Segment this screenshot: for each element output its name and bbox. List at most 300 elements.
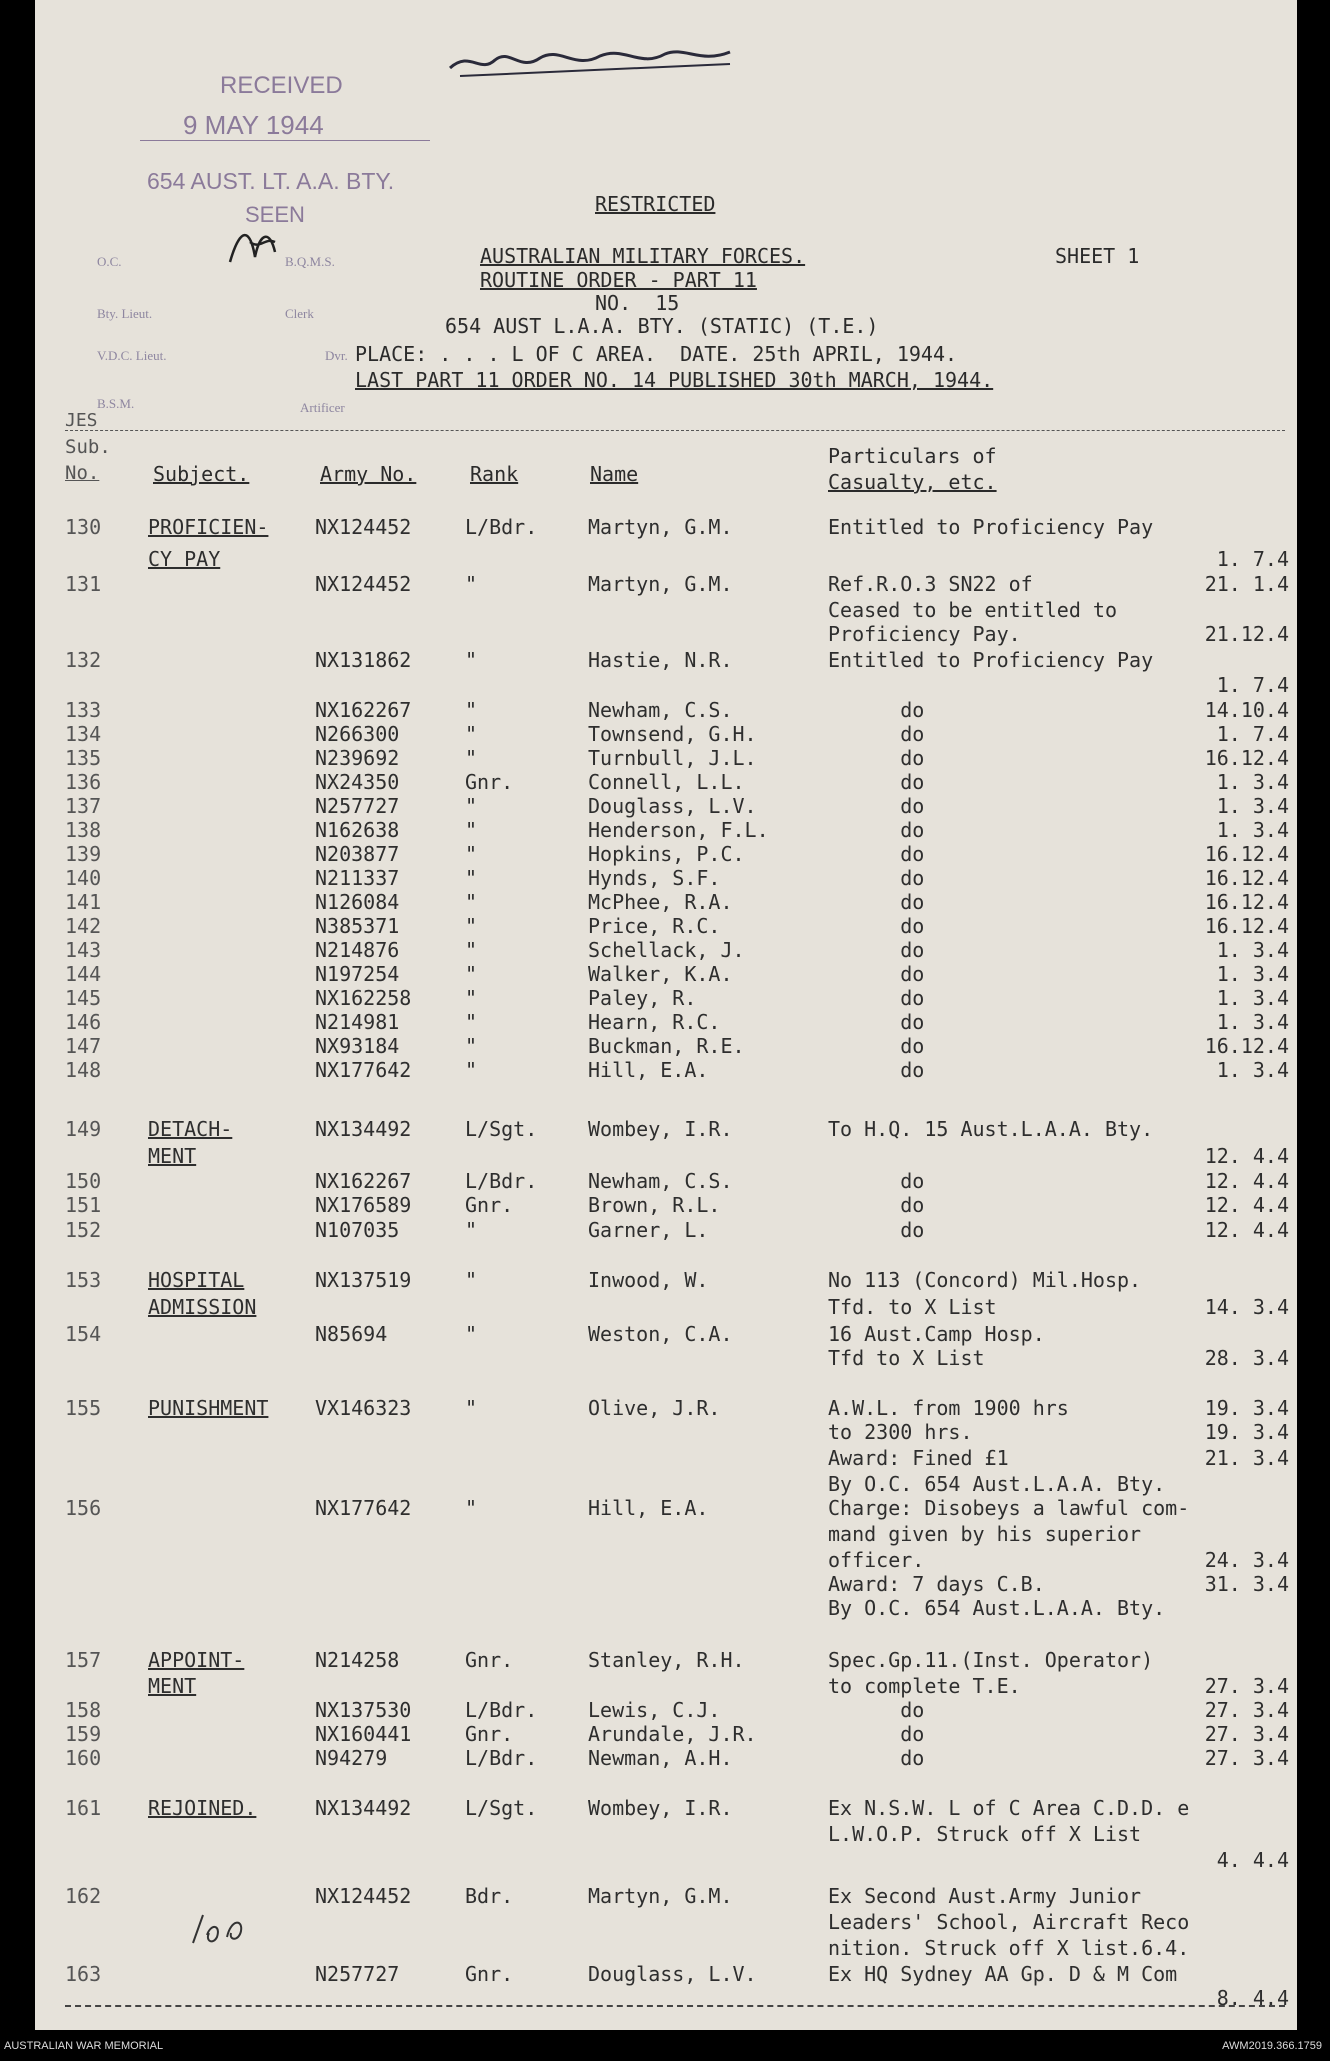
cell-subject: MENT xyxy=(148,1674,197,1698)
cell-no: 161 xyxy=(65,1796,102,1820)
cell-no: 141 xyxy=(65,890,102,914)
cell-name: Connell, L.L. xyxy=(588,770,745,794)
cell-name: Walker, K.A. xyxy=(588,962,733,986)
cell-rank: Gnr. xyxy=(465,1648,514,1672)
table-row xyxy=(35,1446,1297,1472)
cell-army: N257727 xyxy=(315,1962,400,1986)
cell-name: Wombey, I.R. xyxy=(588,1117,733,1141)
cell-rank: " xyxy=(465,698,478,722)
table-row xyxy=(35,722,1297,748)
cell-army: N239692 xyxy=(315,746,400,770)
cell-subject: MENT xyxy=(148,1144,197,1168)
cell-rank: " xyxy=(465,794,478,818)
cell-part: do xyxy=(828,698,925,722)
cell-rank: L/Sgt. xyxy=(465,1117,538,1141)
table-row xyxy=(35,648,1297,674)
cell-date: 24. 3.4 xyxy=(1204,1548,1289,1572)
table-row xyxy=(35,1295,1297,1321)
stamp-field-vdc-lieut: V.D.C. Lieut. xyxy=(97,348,167,363)
cell-name: Stanley, R.H. xyxy=(588,1648,745,1672)
stamp-field-artificer: Artificer xyxy=(300,400,345,415)
col-particulars-1: Particulars of xyxy=(828,444,997,468)
handwritten-initials xyxy=(220,222,290,272)
cell-date: 27. 3.4 xyxy=(1204,1722,1289,1746)
cell-name: Newham, C.S. xyxy=(588,1169,733,1193)
cell-name: Hill, E.A. xyxy=(588,1496,709,1520)
table-row xyxy=(35,1169,1297,1195)
cell-army: NX134492 xyxy=(315,1117,412,1141)
cell-date: 21. 1.4 xyxy=(1204,572,1289,596)
cell-army: N162638 xyxy=(315,818,400,842)
cell-date: 1. 3.4 xyxy=(1216,962,1289,986)
table-row xyxy=(35,622,1297,648)
stamp-field-bqms: B.Q.M.S. xyxy=(285,254,335,269)
document-page xyxy=(35,0,1297,2030)
cell-part: A.W.L. from 1900 hrs xyxy=(828,1396,1069,1420)
cell-rank: " xyxy=(465,648,478,672)
cell-rank: " xyxy=(465,866,478,890)
stamp-unit: 654 AUST. LT. A.A. BTY. xyxy=(147,168,395,194)
cell-date: 12. 4.4 xyxy=(1204,1193,1289,1217)
table-row xyxy=(35,746,1297,772)
cell-date: 12. 4.4 xyxy=(1204,1218,1289,1242)
cell-rank: " xyxy=(465,746,478,770)
cell-part: Award: 7 days C.B. xyxy=(828,1572,1045,1596)
table-row xyxy=(35,962,1297,988)
cell-army: NX124452 xyxy=(315,572,412,596)
handwritten-mark xyxy=(185,1905,255,1950)
cell-part: do xyxy=(828,1746,925,1770)
cell-part: By O.C. 654 Aust.L.A.A. Bty. xyxy=(828,1596,1166,1620)
classification: RESTRICTED xyxy=(595,192,716,216)
cell-part: Proficiency Pay. xyxy=(828,622,1021,646)
cell-part: do xyxy=(828,1218,925,1242)
cell-date: 12. 4.4 xyxy=(1204,1144,1289,1168)
stamp-field-dvr: Dvr. xyxy=(325,348,348,363)
cell-army: N214876 xyxy=(315,938,400,962)
stamp-field-clerk: Clerk xyxy=(285,306,314,321)
cell-part: Spec.Gp.11.(Inst. Operator) xyxy=(828,1648,1154,1672)
cell-no: 152 xyxy=(65,1218,102,1242)
cell-army: N94279 xyxy=(315,1746,388,1770)
cell-name: Hastie, N.R. xyxy=(588,648,733,672)
table-row xyxy=(35,938,1297,964)
cell-date: 31. 3.4 xyxy=(1204,1572,1289,1596)
cell-name: Price, R.C. xyxy=(588,914,721,938)
cell-rank: " xyxy=(465,572,478,596)
cell-part: Award: Fined £1 xyxy=(828,1446,1009,1470)
cell-date: 1. 3.4 xyxy=(1216,938,1289,962)
cell-rank: " xyxy=(465,1010,478,1034)
stamp-seen: SEEN xyxy=(245,202,305,227)
cell-no: 133 xyxy=(65,698,102,722)
cell-no: 157 xyxy=(65,1648,102,1672)
cell-army: NX24350 xyxy=(315,770,400,794)
cell-part: To H.Q. 15 Aust.L.A.A. Bty. xyxy=(828,1117,1154,1141)
cell-name: Olive, J.R. xyxy=(588,1396,721,1420)
cell-rank: " xyxy=(465,1396,478,1420)
header-divider xyxy=(65,430,1285,431)
cell-subject: HOSPITAL xyxy=(148,1268,245,1292)
cell-no: 135 xyxy=(65,746,102,770)
cell-part: do xyxy=(828,794,925,818)
col-particulars-2: Casualty, etc. xyxy=(828,470,997,494)
cell-army: NX124452 xyxy=(315,515,412,539)
cell-date: 19. 3.4 xyxy=(1204,1396,1289,1420)
cell-army: NX176589 xyxy=(315,1193,412,1217)
cell-no: 149 xyxy=(65,1117,102,1141)
cell-name: McPhee, R.A. xyxy=(588,890,733,914)
cell-date: 1. 7.4 xyxy=(1216,673,1289,697)
cell-no: 162 xyxy=(65,1884,102,1908)
cell-part: do xyxy=(828,746,925,770)
cell-no: 139 xyxy=(65,842,102,866)
cell-date: 16.12.4 xyxy=(1204,890,1289,914)
cell-part: to complete T.E. xyxy=(828,1674,1021,1698)
cell-name: Arundale, J.R. xyxy=(588,1722,757,1746)
cell-army: N85694 xyxy=(315,1322,388,1346)
cell-no: 137 xyxy=(65,794,102,818)
table-row xyxy=(35,515,1297,541)
cell-date: 27. 3.4 xyxy=(1204,1674,1289,1698)
cell-part: Ceased to be entitled to xyxy=(828,598,1117,622)
cell-no: 145 xyxy=(65,986,102,1010)
cell-no: 153 xyxy=(65,1268,102,1292)
cell-date: 1. 3.4 xyxy=(1216,770,1289,794)
col-name: Name xyxy=(590,462,639,486)
header-line-4: 654 AUST L.A.A. BTY. (STATIC) (T.E.) xyxy=(445,314,879,338)
cell-rank: " xyxy=(465,890,478,914)
cell-army: N266300 xyxy=(315,722,400,746)
cell-rank: Gnr. xyxy=(465,1193,514,1217)
cell-rank: " xyxy=(465,962,478,986)
cell-subject: PUNISHMENT xyxy=(148,1396,269,1420)
table-row xyxy=(35,1396,1297,1422)
cell-no: 147 xyxy=(65,1034,102,1058)
cell-part: do xyxy=(828,986,925,1010)
cell-date: 1. 3.4 xyxy=(1216,986,1289,1010)
table-row xyxy=(35,1010,1297,1036)
cell-date: 4. 4.4 xyxy=(1216,1848,1289,1872)
cell-part: do xyxy=(828,1722,925,1746)
cell-part: nition. Struck off X list.6.4. xyxy=(828,1936,1190,1960)
cell-army: N214258 xyxy=(315,1648,400,1672)
cell-no: 151 xyxy=(65,1193,102,1217)
cell-no: 150 xyxy=(65,1169,102,1193)
cell-name: Buckman, R.E. xyxy=(588,1034,745,1058)
cell-rank: " xyxy=(465,1058,478,1082)
cell-part: 16 Aust.Camp Hosp. xyxy=(828,1322,1045,1346)
table-row xyxy=(35,547,1297,573)
cell-rank: " xyxy=(465,1034,478,1058)
cell-date: 16.12.4 xyxy=(1204,914,1289,938)
header-line-1: AUSTRALIAN MILITARY FORCES. xyxy=(480,244,806,268)
cell-date: 12. 4.4 xyxy=(1204,1169,1289,1193)
cell-army: NX131862 xyxy=(315,648,412,672)
cell-part: to 2300 hrs. xyxy=(828,1420,973,1444)
cell-date: 14. 3.4 xyxy=(1204,1295,1289,1319)
header-line-3: NO. 15 xyxy=(595,291,680,315)
table-row xyxy=(35,1268,1297,1294)
cell-date: 14.10.4 xyxy=(1204,698,1289,722)
cell-no: 132 xyxy=(65,648,102,672)
col-army-no: Army No. xyxy=(320,462,417,486)
table-row xyxy=(35,794,1297,820)
table-row xyxy=(35,1548,1297,1574)
cell-part: do xyxy=(828,938,925,962)
cell-rank: " xyxy=(465,938,478,962)
table-row xyxy=(35,1322,1297,1348)
cell-army: NX137519 xyxy=(315,1268,412,1292)
cell-name: Martyn, G.M. xyxy=(588,1884,733,1908)
cell-part: Entitled to Proficiency Pay xyxy=(828,515,1154,539)
cell-no: 130 xyxy=(65,515,102,539)
cell-subject: REJOINED. xyxy=(148,1796,257,1820)
cell-rank: L/Bdr. xyxy=(465,1698,538,1722)
cell-part: do xyxy=(828,1058,925,1082)
cell-rank: " xyxy=(465,1322,478,1346)
cell-part: Ex N.S.W. L of C Area C.D.D. e xyxy=(828,1796,1190,1820)
table-row xyxy=(35,1472,1297,1498)
table-row xyxy=(35,1144,1297,1170)
table-row xyxy=(35,890,1297,916)
table-row xyxy=(35,598,1297,624)
table-row xyxy=(35,986,1297,1012)
cell-date: 16.12.4 xyxy=(1204,866,1289,890)
cell-rank: " xyxy=(465,818,478,842)
cell-part: do xyxy=(828,1034,925,1058)
cell-name: Henderson, F.L. xyxy=(588,818,769,842)
cell-date: 16.12.4 xyxy=(1204,1034,1289,1058)
table-row xyxy=(35,770,1297,796)
cell-rank: " xyxy=(465,986,478,1010)
table-row xyxy=(35,1962,1297,1988)
cell-name: Lewis, C.J. xyxy=(588,1698,721,1722)
cell-name: Inwood, W. xyxy=(588,1268,709,1292)
cell-no: 155 xyxy=(65,1396,102,1420)
col-rank: Rank xyxy=(470,462,519,486)
cell-rank: L/Bdr. xyxy=(465,1169,538,1193)
cell-date: 21.12.4 xyxy=(1204,622,1289,646)
cell-army: N211337 xyxy=(315,866,400,890)
table-row xyxy=(35,1986,1297,2012)
cell-part: Leaders' School, Aircraft Reco xyxy=(828,1910,1190,1934)
cell-name: Weston, C.A. xyxy=(588,1322,733,1346)
table-row xyxy=(35,1822,1297,1848)
cell-part: do xyxy=(828,722,925,746)
cell-name: Newman, A.H. xyxy=(588,1746,733,1770)
cell-date: 21. 3.4 xyxy=(1204,1446,1289,1470)
table-row xyxy=(35,842,1297,868)
cell-date: 27. 3.4 xyxy=(1204,1746,1289,1770)
table-row xyxy=(35,1346,1297,1372)
table-row xyxy=(35,1848,1297,1874)
cell-part: Charge: Disobeys a lawful com- xyxy=(828,1496,1190,1520)
cell-name: Turnbull, J.L. xyxy=(588,746,757,770)
cell-army: N385371 xyxy=(315,914,400,938)
cell-name: Hynds, S.F. xyxy=(588,866,721,890)
table-row xyxy=(35,1117,1297,1143)
cell-rank: " xyxy=(465,1268,478,1292)
stamp-field-oc: O.C. xyxy=(97,254,122,269)
cell-army: N197254 xyxy=(315,962,400,986)
col-subject: Subject. xyxy=(153,462,250,486)
cell-rank: " xyxy=(465,914,478,938)
cell-date: 1. 3.4 xyxy=(1216,794,1289,818)
bottom-rule xyxy=(65,2005,1285,2007)
cell-name: Brown, R.L. xyxy=(588,1193,721,1217)
cell-date: 1. 3.4 xyxy=(1216,1010,1289,1034)
header-line-2: ROUTINE ORDER - PART 11 xyxy=(480,268,757,292)
cell-part: Entitled to Proficiency Pay xyxy=(828,648,1154,672)
cell-name: Douglass, L.V. xyxy=(588,1962,757,1986)
stamp-field-bty-lieut: Bty. Lieut. xyxy=(97,306,153,321)
cell-part: By O.C. 654 Aust.L.A.A. Bty. xyxy=(828,1472,1166,1496)
cell-part: Ex HQ Sydney AA Gp. D & M Com xyxy=(828,1962,1178,1986)
cell-no: 156 xyxy=(65,1496,102,1520)
cell-no: 163 xyxy=(65,1962,102,1986)
cell-no: 148 xyxy=(65,1058,102,1082)
table-row xyxy=(35,1572,1297,1598)
table-row xyxy=(35,914,1297,940)
table-row xyxy=(35,572,1297,598)
table-row xyxy=(35,1218,1297,1244)
cell-army: NX177642 xyxy=(315,1496,412,1520)
cell-name: Martyn, G.M. xyxy=(588,572,733,596)
cell-rank: " xyxy=(465,722,478,746)
cell-part: No 113 (Concord) Mil.Hosp. xyxy=(828,1268,1142,1292)
cell-part: do xyxy=(828,842,925,866)
cell-date: 28. 3.4 xyxy=(1204,1346,1289,1370)
cell-army: NX162267 xyxy=(315,698,412,722)
cell-date: 8. 4.4 xyxy=(1216,1986,1289,2010)
cell-name: Townsend, G.H. xyxy=(588,722,757,746)
cell-no: 134 xyxy=(65,722,102,746)
cell-rank: Bdr. xyxy=(465,1884,514,1908)
cell-part: Tfd. to X List xyxy=(828,1295,997,1319)
cell-name: Hearn, R.C. xyxy=(588,1010,721,1034)
cell-part: do xyxy=(828,818,925,842)
cell-date: 27. 3.4 xyxy=(1204,1698,1289,1722)
cell-army: NX177642 xyxy=(315,1058,412,1082)
cell-no: 158 xyxy=(65,1698,102,1722)
table-row xyxy=(35,1722,1297,1748)
table-row xyxy=(35,1522,1297,1548)
stamp-date-underline xyxy=(140,140,430,141)
cell-name: Garner, L. xyxy=(588,1218,709,1242)
table-row xyxy=(35,1058,1297,1084)
table-row xyxy=(35,673,1297,699)
cell-no: 143 xyxy=(65,938,102,962)
table-row xyxy=(35,1034,1297,1060)
cell-date: 1. 3.4 xyxy=(1216,1058,1289,1082)
cell-no: 140 xyxy=(65,866,102,890)
cell-part: do xyxy=(828,914,925,938)
cell-rank: L/Bdr. xyxy=(465,515,538,539)
cell-no: 131 xyxy=(65,572,102,596)
cell-part: officer. xyxy=(828,1548,925,1572)
cell-army: NX162258 xyxy=(315,986,412,1010)
cell-part: L.W.O.P. Struck off X List xyxy=(828,1822,1142,1846)
sheet-number: SHEET 1 xyxy=(1055,244,1140,268)
cell-army: N107035 xyxy=(315,1218,400,1242)
cell-date: 19. 3.4 xyxy=(1204,1420,1289,1444)
header-line-6: LAST PART 11 ORDER NO. 14 PUBLISHED 30th MARCH, 1944. xyxy=(355,368,994,392)
cell-name: Douglass, L.V. xyxy=(588,794,757,818)
cell-name: Paley, R. xyxy=(588,986,697,1010)
handwritten-war-diary xyxy=(440,40,750,90)
cell-subject: DETACH- xyxy=(148,1117,233,1141)
cell-rank: " xyxy=(465,1496,478,1520)
cell-army: NX134492 xyxy=(315,1796,412,1820)
col-sub-2: No. xyxy=(65,462,100,484)
cell-name: Martyn, G.M. xyxy=(588,515,733,539)
stamp-date: 9 MAY 1944 xyxy=(183,110,324,140)
cell-rank: " xyxy=(465,842,478,866)
table-row xyxy=(35,1420,1297,1446)
table-row xyxy=(35,866,1297,892)
table-row xyxy=(35,1796,1297,1822)
stamp-field-bsm: B.S.M. xyxy=(97,396,135,411)
cell-no: 138 xyxy=(65,818,102,842)
table-row xyxy=(35,1648,1297,1674)
cell-army: NX124452 xyxy=(315,1884,412,1908)
cell-name: Hopkins, P.C. xyxy=(588,842,745,866)
cell-army: VX146323 xyxy=(315,1396,412,1420)
cell-rank: " xyxy=(465,1218,478,1242)
cell-no: 154 xyxy=(65,1322,102,1346)
cell-name: Newham, C.S. xyxy=(588,698,733,722)
cell-no: 146 xyxy=(65,1010,102,1034)
cell-rank: L/Bdr. xyxy=(465,1746,538,1770)
cell-part: mand given by his superior xyxy=(828,1522,1142,1546)
col-sub-1: Sub. xyxy=(65,436,111,458)
cell-no: 160 xyxy=(65,1746,102,1770)
cell-date: 16.12.4 xyxy=(1204,842,1289,866)
table-row xyxy=(35,818,1297,844)
cell-part: Ex Second Aust.Army Junior xyxy=(828,1884,1142,1908)
cell-name: Schellack, J. xyxy=(588,938,745,962)
cell-army: NX137530 xyxy=(315,1698,412,1722)
cell-part: Ref.R.O.3 SN22 of xyxy=(828,572,1033,596)
cell-subject: APPOINT- xyxy=(148,1648,245,1672)
table-row xyxy=(35,1698,1297,1724)
cell-part: do xyxy=(828,1193,925,1217)
cell-part: do xyxy=(828,1169,925,1193)
table-row xyxy=(35,1674,1297,1700)
cell-part: do xyxy=(828,1010,925,1034)
cell-army: NX160441 xyxy=(315,1722,412,1746)
cell-date: 16.12.4 xyxy=(1204,746,1289,770)
cell-part: Tfd to X List xyxy=(828,1346,985,1370)
cell-no: 136 xyxy=(65,770,102,794)
cell-subject: CY PAY xyxy=(148,547,221,571)
table-row xyxy=(35,1746,1297,1772)
stamp-received: RECEIVED xyxy=(220,72,343,99)
cell-date: 1. 7.4 xyxy=(1216,722,1289,746)
cell-part: do xyxy=(828,1698,925,1722)
cell-no: 159 xyxy=(65,1722,102,1746)
cell-no: 142 xyxy=(65,914,102,938)
header-line-5: PLACE: . . . L OF C AREA. DATE. 25th APRIL, 1944. xyxy=(355,342,958,366)
cell-army: NX93184 xyxy=(315,1034,400,1058)
initials-jes: JES xyxy=(65,410,98,431)
cell-part: do xyxy=(828,962,925,986)
cell-name: Wombey, I.R. xyxy=(588,1796,733,1820)
cell-rank: Gnr. xyxy=(465,770,514,794)
cell-rank: L/Sgt. xyxy=(465,1796,538,1820)
footer-left: AUSTRALIAN WAR MEMORIAL xyxy=(4,2040,164,2052)
